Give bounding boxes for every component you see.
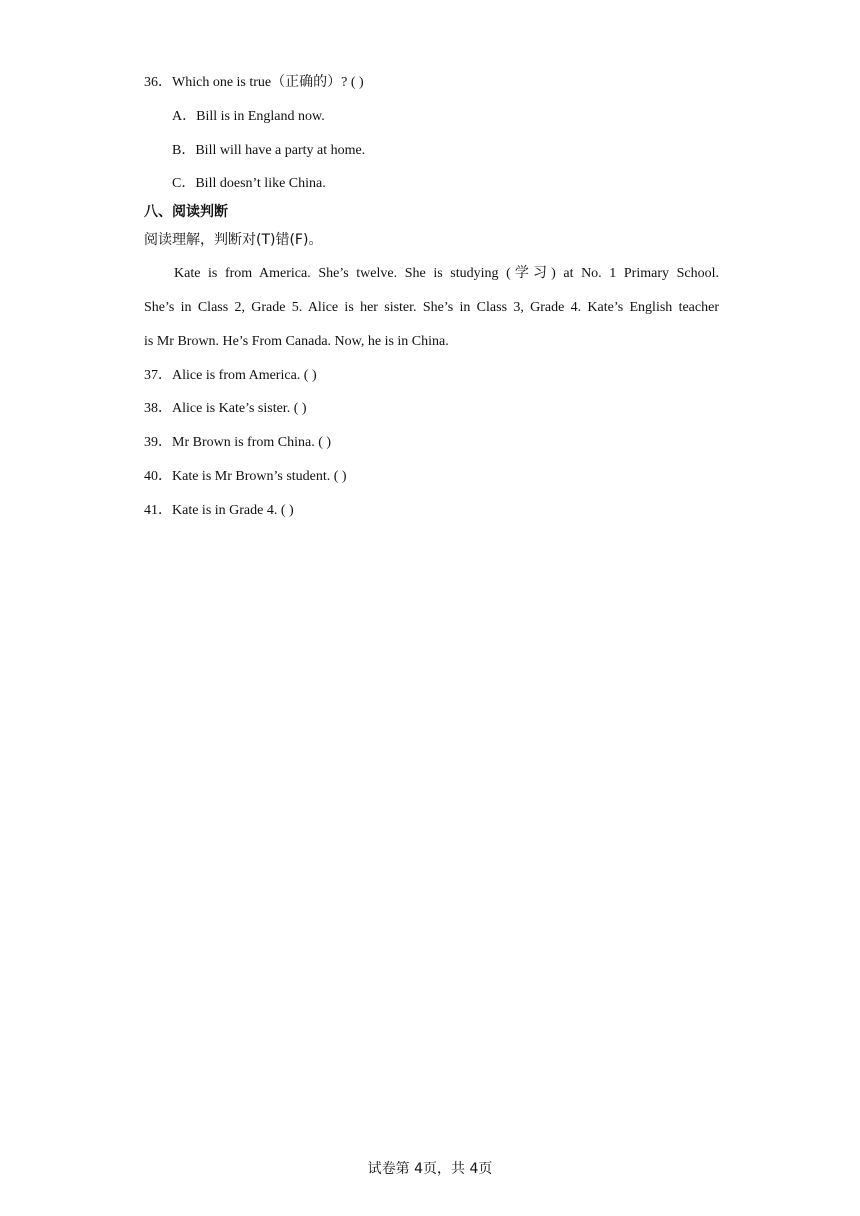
option-letter: B． — [172, 143, 196, 158]
question-number: 38． — [144, 401, 172, 416]
question-38 — [144, 399, 307, 419]
question-number: 39． — [144, 435, 172, 450]
question-text: Which one is true（正确的）? ( ) — [172, 75, 364, 90]
question-number: 36． — [144, 75, 172, 90]
option-text: Bill doesn’t like China. — [195, 176, 326, 191]
page-footer: 试卷第 4页，共 4页 — [367, 1161, 493, 1177]
option-letter: C． — [172, 176, 196, 191]
option-letter: A． — [172, 109, 197, 124]
passage-line-2: She’s in Class 2, Grade 5. Alice is her sister. She’s in Class 3, Grade 4. Kate’s English teacher — [144, 300, 719, 315]
section-heading: 八、阅读判断 — [144, 204, 228, 220]
option-a — [172, 107, 325, 127]
question-text: Kate is Mr Brown’s student. ( ) — [172, 469, 347, 484]
question-39 — [144, 433, 331, 453]
question-number: 40． — [144, 469, 172, 484]
question-text: Mr Brown is from China. ( ) — [172, 435, 332, 450]
section-instruction: 阅读理解，判断对(T)错(F)。 — [144, 232, 323, 248]
option-text: Bill will have a party at home. — [195, 143, 366, 158]
question-text: Alice is Kate’s sister. ( ) — [172, 401, 307, 416]
question-40 — [144, 467, 347, 487]
question-36 — [144, 73, 364, 93]
passage-line-3: is Mr Brown. He’s From Canada. Now, he is in China. — [144, 334, 449, 349]
question-text: Alice is from America. ( ) — [172, 368, 317, 383]
option-c — [172, 174, 326, 194]
question-text: Kate is in Grade 4. ( ) — [172, 503, 294, 518]
passage-line-1: Kate is from America. She’s twelve. She is studying (学习) at No. 1 Primary School. — [174, 266, 719, 281]
question-37 — [144, 366, 317, 386]
question-41 — [144, 501, 294, 521]
question-number: 37． — [144, 368, 172, 383]
option-text: Bill is in England now. — [196, 109, 325, 124]
option-b — [172, 141, 365, 161]
question-number: 41． — [144, 503, 172, 518]
